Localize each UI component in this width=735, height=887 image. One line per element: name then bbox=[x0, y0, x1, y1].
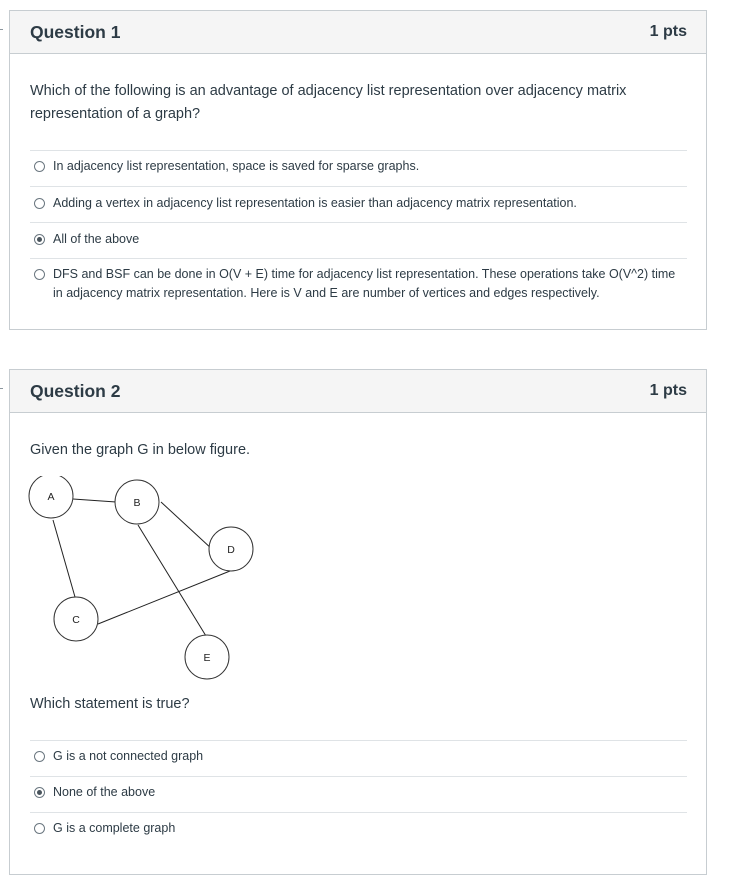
graph-node-label: B bbox=[133, 497, 141, 509]
answer-option[interactable] bbox=[30, 150, 687, 186]
radio-button-selected[interactable] bbox=[34, 234, 45, 245]
graph-edge-b-e bbox=[138, 525, 206, 636]
edge-marker bbox=[0, 388, 3, 389]
question-followup: Which statement is true? bbox=[30, 696, 190, 712]
question-1-header bbox=[10, 11, 706, 54]
answer-label: G is a not connected graph bbox=[53, 749, 204, 763]
answer-label: Adding a vertex in adjacency list representation is easier than adjacency matrix representation. bbox=[53, 196, 577, 210]
answer-list bbox=[30, 150, 687, 314]
answer-option[interactable] bbox=[30, 222, 687, 258]
graph-node-d bbox=[209, 527, 253, 571]
edge-marker bbox=[0, 29, 3, 30]
radio-button[interactable] bbox=[34, 823, 45, 834]
graph-node-label: C bbox=[72, 614, 80, 626]
graph-node-label: D bbox=[227, 544, 235, 556]
graph-figure bbox=[28, 476, 268, 686]
question-prompt: Which of the following is an advantage of adjacency list representation over adjacency matrix representation of a graph? bbox=[30, 83, 627, 122]
radio-button-selected[interactable] bbox=[34, 787, 45, 798]
graph-edge-a-c bbox=[53, 520, 75, 597]
question-2-body bbox=[10, 439, 706, 848]
question-points: 1 pts bbox=[649, 23, 687, 40]
graph-edge-a-b bbox=[73, 499, 116, 502]
graph-node-b bbox=[115, 480, 159, 524]
question-1 bbox=[9, 10, 707, 330]
question-title: Question 1 bbox=[30, 21, 121, 42]
answer-label: None of the above bbox=[53, 785, 156, 799]
radio-button[interactable] bbox=[34, 269, 45, 280]
graph-node-e bbox=[185, 635, 229, 679]
answer-option[interactable] bbox=[30, 258, 687, 314]
graph-edge-c-d bbox=[98, 571, 230, 624]
graph-edge-b-d bbox=[161, 502, 213, 550]
answer-label: All of the above bbox=[53, 232, 140, 246]
answer-option[interactable] bbox=[30, 776, 687, 812]
graph-node-label: A bbox=[47, 491, 55, 503]
answer-label: In adjacency list representation, space is saved for sparse graphs. bbox=[53, 159, 420, 173]
answer-list bbox=[30, 740, 687, 848]
graph-node-label: E bbox=[203, 652, 211, 664]
answer-option[interactable] bbox=[30, 740, 687, 776]
question-title: Question 2 bbox=[30, 380, 121, 401]
radio-button[interactable] bbox=[34, 161, 45, 172]
radio-button[interactable] bbox=[34, 198, 45, 209]
question-1-body bbox=[10, 80, 706, 314]
answer-label: DFS and BSF can be done in O(V + E) time for adjacency list representation. These operations take O(V^2) time in adjacency matrix representation. Here is V and E are number of vertices and edges respectively. bbox=[53, 267, 676, 300]
question-prompt: Given the graph G in below figure. bbox=[30, 442, 251, 458]
question-2 bbox=[9, 369, 707, 875]
question-points: 1 pts bbox=[649, 382, 687, 399]
question-2-header bbox=[10, 370, 706, 413]
answer-option[interactable] bbox=[30, 186, 687, 222]
graph-node-c bbox=[54, 597, 98, 641]
answer-option[interactable] bbox=[30, 812, 687, 848]
answer-label: G is a complete graph bbox=[53, 821, 176, 835]
radio-button[interactable] bbox=[34, 751, 45, 762]
graph-node-a bbox=[29, 476, 73, 518]
